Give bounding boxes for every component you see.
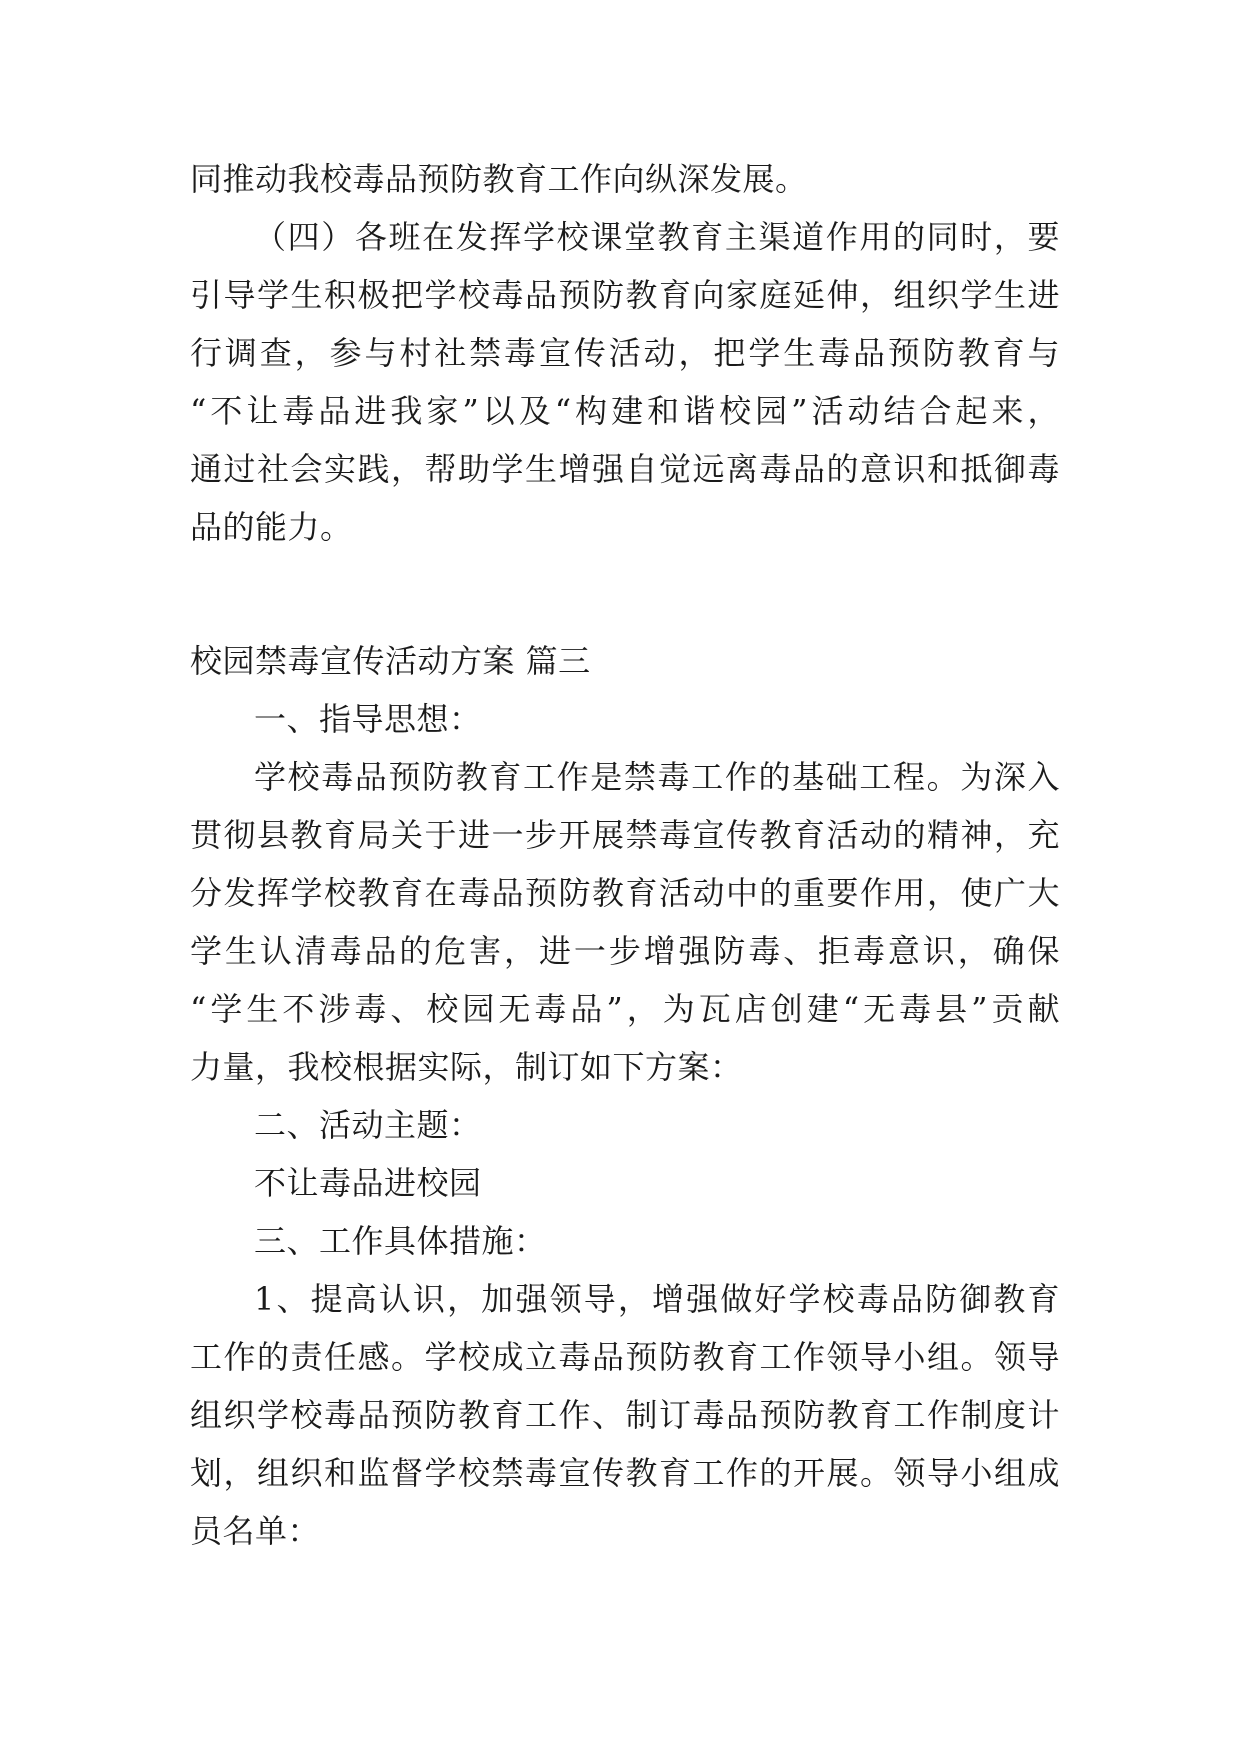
text-line: 员名单： bbox=[190, 1512, 321, 1550]
text-line: 同推动我校毒品预防教育工作向纵深发展。 bbox=[190, 160, 808, 198]
text-line: 组织学校毒品预防教育工作、制订毒品预防教育工作制度计 bbox=[190, 1396, 1060, 1434]
text-line: “不让毒品进我家”以及“构建和谐校园”活动结合起来， bbox=[190, 392, 1060, 430]
text-line: 二、活动主题： bbox=[254, 1106, 482, 1144]
text-line: 引导学生积极把学校毒品预防教育向家庭延伸，组织学生进 bbox=[190, 276, 1060, 314]
text-line: 三、工作具体措施： bbox=[254, 1222, 547, 1260]
text-line: 分发挥学校教育在毒品预防教育活动中的重要作用，使广大 bbox=[190, 874, 1060, 912]
section-title: 校园禁毒宣传活动方案 篇三 bbox=[190, 642, 591, 680]
text-line: 不让毒品进校园 bbox=[254, 1164, 482, 1202]
text-line: 划，组织和监督学校禁毒宣传教育工作的开展。领导小组成 bbox=[190, 1454, 1060, 1492]
paragraph-block-bottom bbox=[190, 690, 1060, 1560]
text-line: 力量，我校根据实际，制订如下方案： bbox=[190, 1048, 743, 1086]
text-line: 行调查，参与村社禁毒宣传活动，把学生毒品预防教育与 bbox=[190, 334, 1060, 372]
section-gap bbox=[190, 556, 1060, 632]
text-line: 通过社会实践，帮助学生增强自觉远离毒品的意识和抵御毒 bbox=[190, 450, 1060, 488]
paragraph-block-top bbox=[190, 150, 1060, 556]
text-line: 一、指导思想： bbox=[254, 700, 482, 738]
text-line: 学生认清毒品的危害，进一步增强防毒、拒毒意识，确保 bbox=[190, 932, 1060, 970]
text-line: 工作的责任感。学校成立毒品预防教育工作领导小组。领导 bbox=[190, 1338, 1060, 1376]
text-line: （四）各班在发挥学校课堂教育主渠道作用的同时，要 bbox=[254, 218, 1060, 256]
text-line: 1、提高认识，加强领导，增强做好学校毒品防御教育 bbox=[254, 1280, 1060, 1318]
text-line: 品的能力。 bbox=[190, 508, 353, 546]
text-line: 学校毒品预防教育工作是禁毒工作的基础工程。为深入 bbox=[254, 758, 1060, 796]
text-line: “学生不涉毒、校园无毒品”，为瓦店创建“无毒县”贡献 bbox=[190, 990, 1060, 1028]
document-page bbox=[190, 150, 1060, 1560]
text-line: 贯彻县教育局关于进一步开展禁毒宣传教育活动的精神，充 bbox=[190, 816, 1060, 854]
